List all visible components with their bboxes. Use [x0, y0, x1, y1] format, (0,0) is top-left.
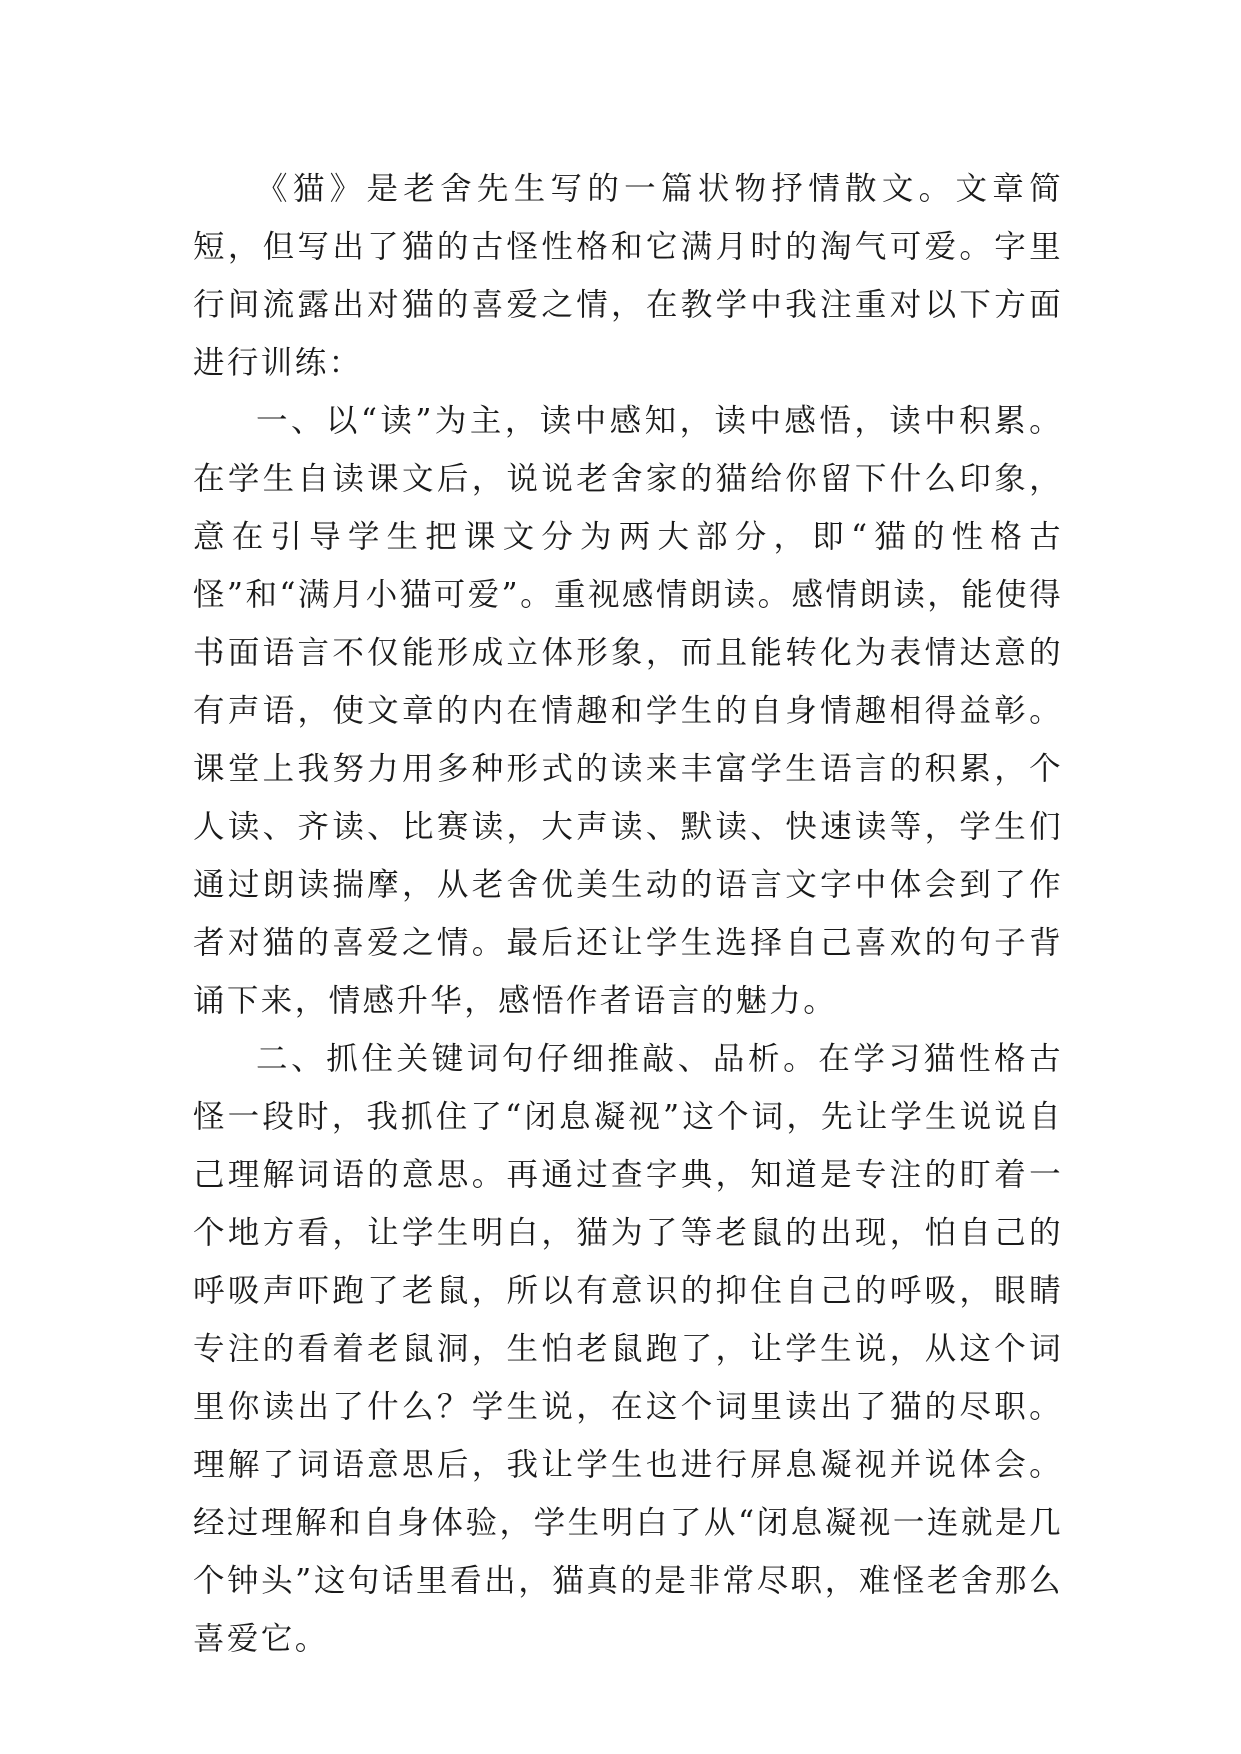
- paragraph-point-one: 一、以“读”为主，读中感知，读中感悟，读中积累。在学生自读课文后，说说老舍家的猫给你留下什么印象，意在引导学生把课文分为两大部分，即“猫的性格古怪”和“满月小猫可爱”。重视感情朗读。感情朗读，能使得书面语言不仅能形成立体形象，而且能转化为表情达意的有声语，使文章的内在情趣和学生的自身情趣相得益彰。课堂上我努力用多种形式的读来丰富学生语言的积累，个人读、齐读、比赛读，大声读、默读、快速读等，学生们通过朗读揣摩，从老舍优美生动的语言文字中体会到了作者对猫的喜爱之情。最后还让学生选择自己喜欢的句子背诵下来，情感升华，感悟作者语言的魅力。: [193, 403, 1063, 1019]
- document-body: [193, 160, 1063, 1668]
- paragraph-intro: 《猫》是老舍先生写的一篇状物抒情散文。文章简短，但写出了猫的古怪性格和它满月时的淘气可爱。字里行间流露出对猫的喜爱之情，在教学中我注重对以下方面进行训练：: [193, 171, 1063, 381]
- paragraph-point-two: 二、抓住关键词句仔细推敲、品析。在学习猫性格古怪一段时，我抓住了“闭息凝视”这个词，先让学生说说自己理解词语的意思。再通过查字典，知道是专注的盯着一个地方看，让学生明白，猫为了等老鼠的出现，怕自己的呼吸声吓跑了老鼠，所以有意识的抑住自己的呼吸，眼睛专注的看着老鼠洞，生怕老鼠跑了，让学生说，从这个词里你读出了什么？学生说，在这个词里读出了猫的尽职。理解了词语意思后，我让学生也进行屏息凝视并说体会。经过理解和自身体验，学生明白了从“闭息凝视一连就是几个钟头”这句话里看出，猫真的是非常尽职，难怪老舍那么喜爱它。: [193, 1041, 1063, 1657]
